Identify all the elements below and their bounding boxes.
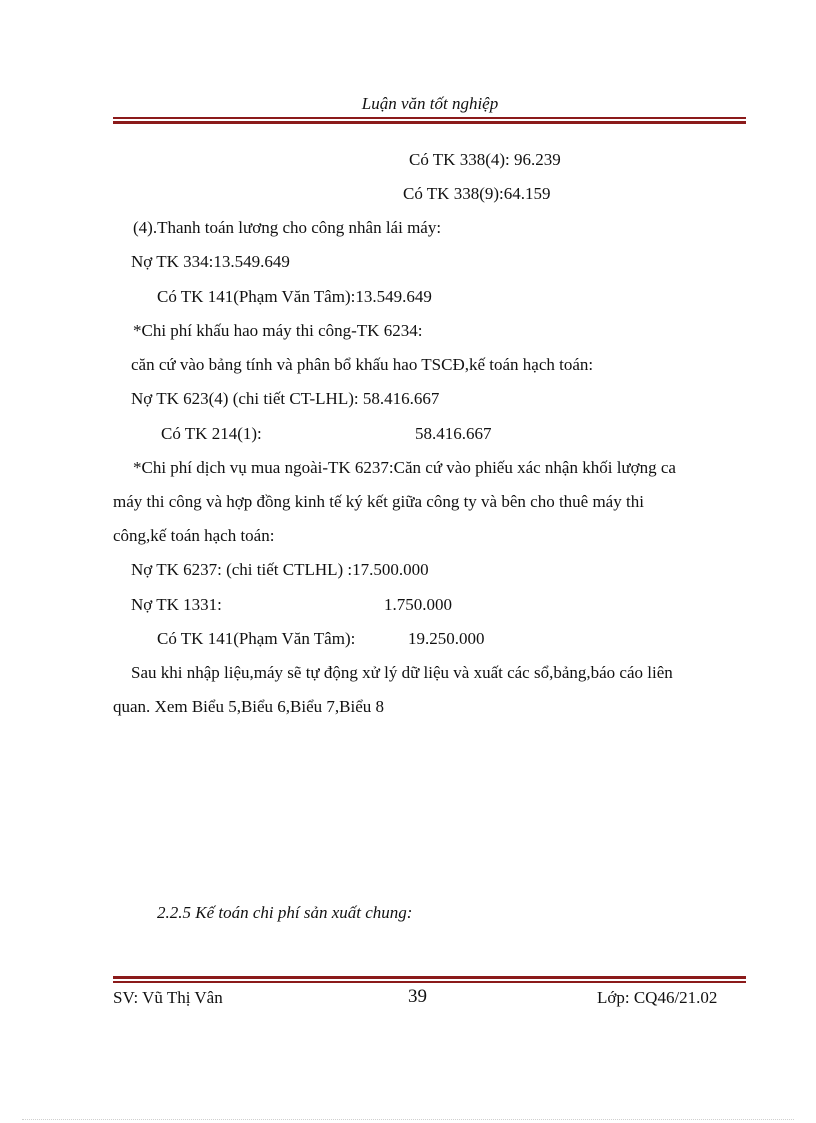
- entry-line: Nợ TK 6237: (chi tiết CTLHL) :17.500.000: [131, 560, 429, 579]
- entry-line: Có TK 141(Phạm Văn Tâm):13.549.649: [157, 287, 432, 306]
- footer-student-name: SV: Vũ Thị Vân: [113, 988, 223, 1007]
- entry-amount: 1.750.000: [384, 595, 452, 614]
- entry-line: Có TK 141(Phạm Văn Tâm):: [157, 629, 356, 648]
- entry-line: Có TK 214(1):: [161, 424, 262, 443]
- entry-line: Có TK 338(9):64.159: [403, 184, 551, 203]
- page-bottom-border: [22, 1119, 794, 1120]
- entry-line: căn cứ vào bảng tính và phân bổ khấu hao TSCĐ,kế toán hạch toán:: [131, 355, 594, 374]
- entry-amount: 19.250.000: [408, 629, 485, 648]
- entry-line: Sau khi nhập liệu,máy sẽ tự động xử lý dữ liệu và xuất các sổ,bảng,báo cáo liên: [131, 663, 673, 682]
- page-number: 39: [408, 986, 427, 1007]
- section-heading: 2.2.5 Kế toán chi phí sản xuất chung:: [157, 903, 413, 922]
- entry-line: *Chi phí khấu hao máy thi công-TK 6234:: [133, 321, 423, 340]
- entry-line: (4).Thanh toán lương cho công nhân lái máy:: [133, 218, 442, 237]
- footer-divider: [113, 976, 746, 983]
- entry-line: máy thi công và hợp đồng kinh tế ký kết giữa công ty và bên cho thuê máy thi: [113, 492, 644, 511]
- footer-class: Lớp: CQ46/21.02: [597, 988, 718, 1007]
- entry-amount: 58.416.667: [415, 424, 492, 443]
- entry-line: quan. Xem Biểu 5,Biểu 6,Biểu 7,Biểu 8: [113, 697, 385, 716]
- header-divider: [113, 117, 746, 124]
- entry-line: Nợ TK 334:13.549.649: [131, 252, 290, 271]
- entry-line: Nợ TK 623(4) (chi tiết CT-LHL): 58.416.667: [131, 389, 440, 408]
- page-header-title: Luận văn tốt nghiệp: [361, 94, 499, 113]
- entry-line: Có TK 338(4): 96.239: [409, 150, 561, 169]
- entry-line: Nợ TK 1331:: [131, 595, 222, 614]
- entry-line: công,kế toán hạch toán:: [113, 526, 275, 545]
- entry-line: *Chi phí dịch vụ mua ngoài-TK 6237:Căn cứ vào phiếu xác nhận khối lượng ca: [133, 458, 676, 477]
